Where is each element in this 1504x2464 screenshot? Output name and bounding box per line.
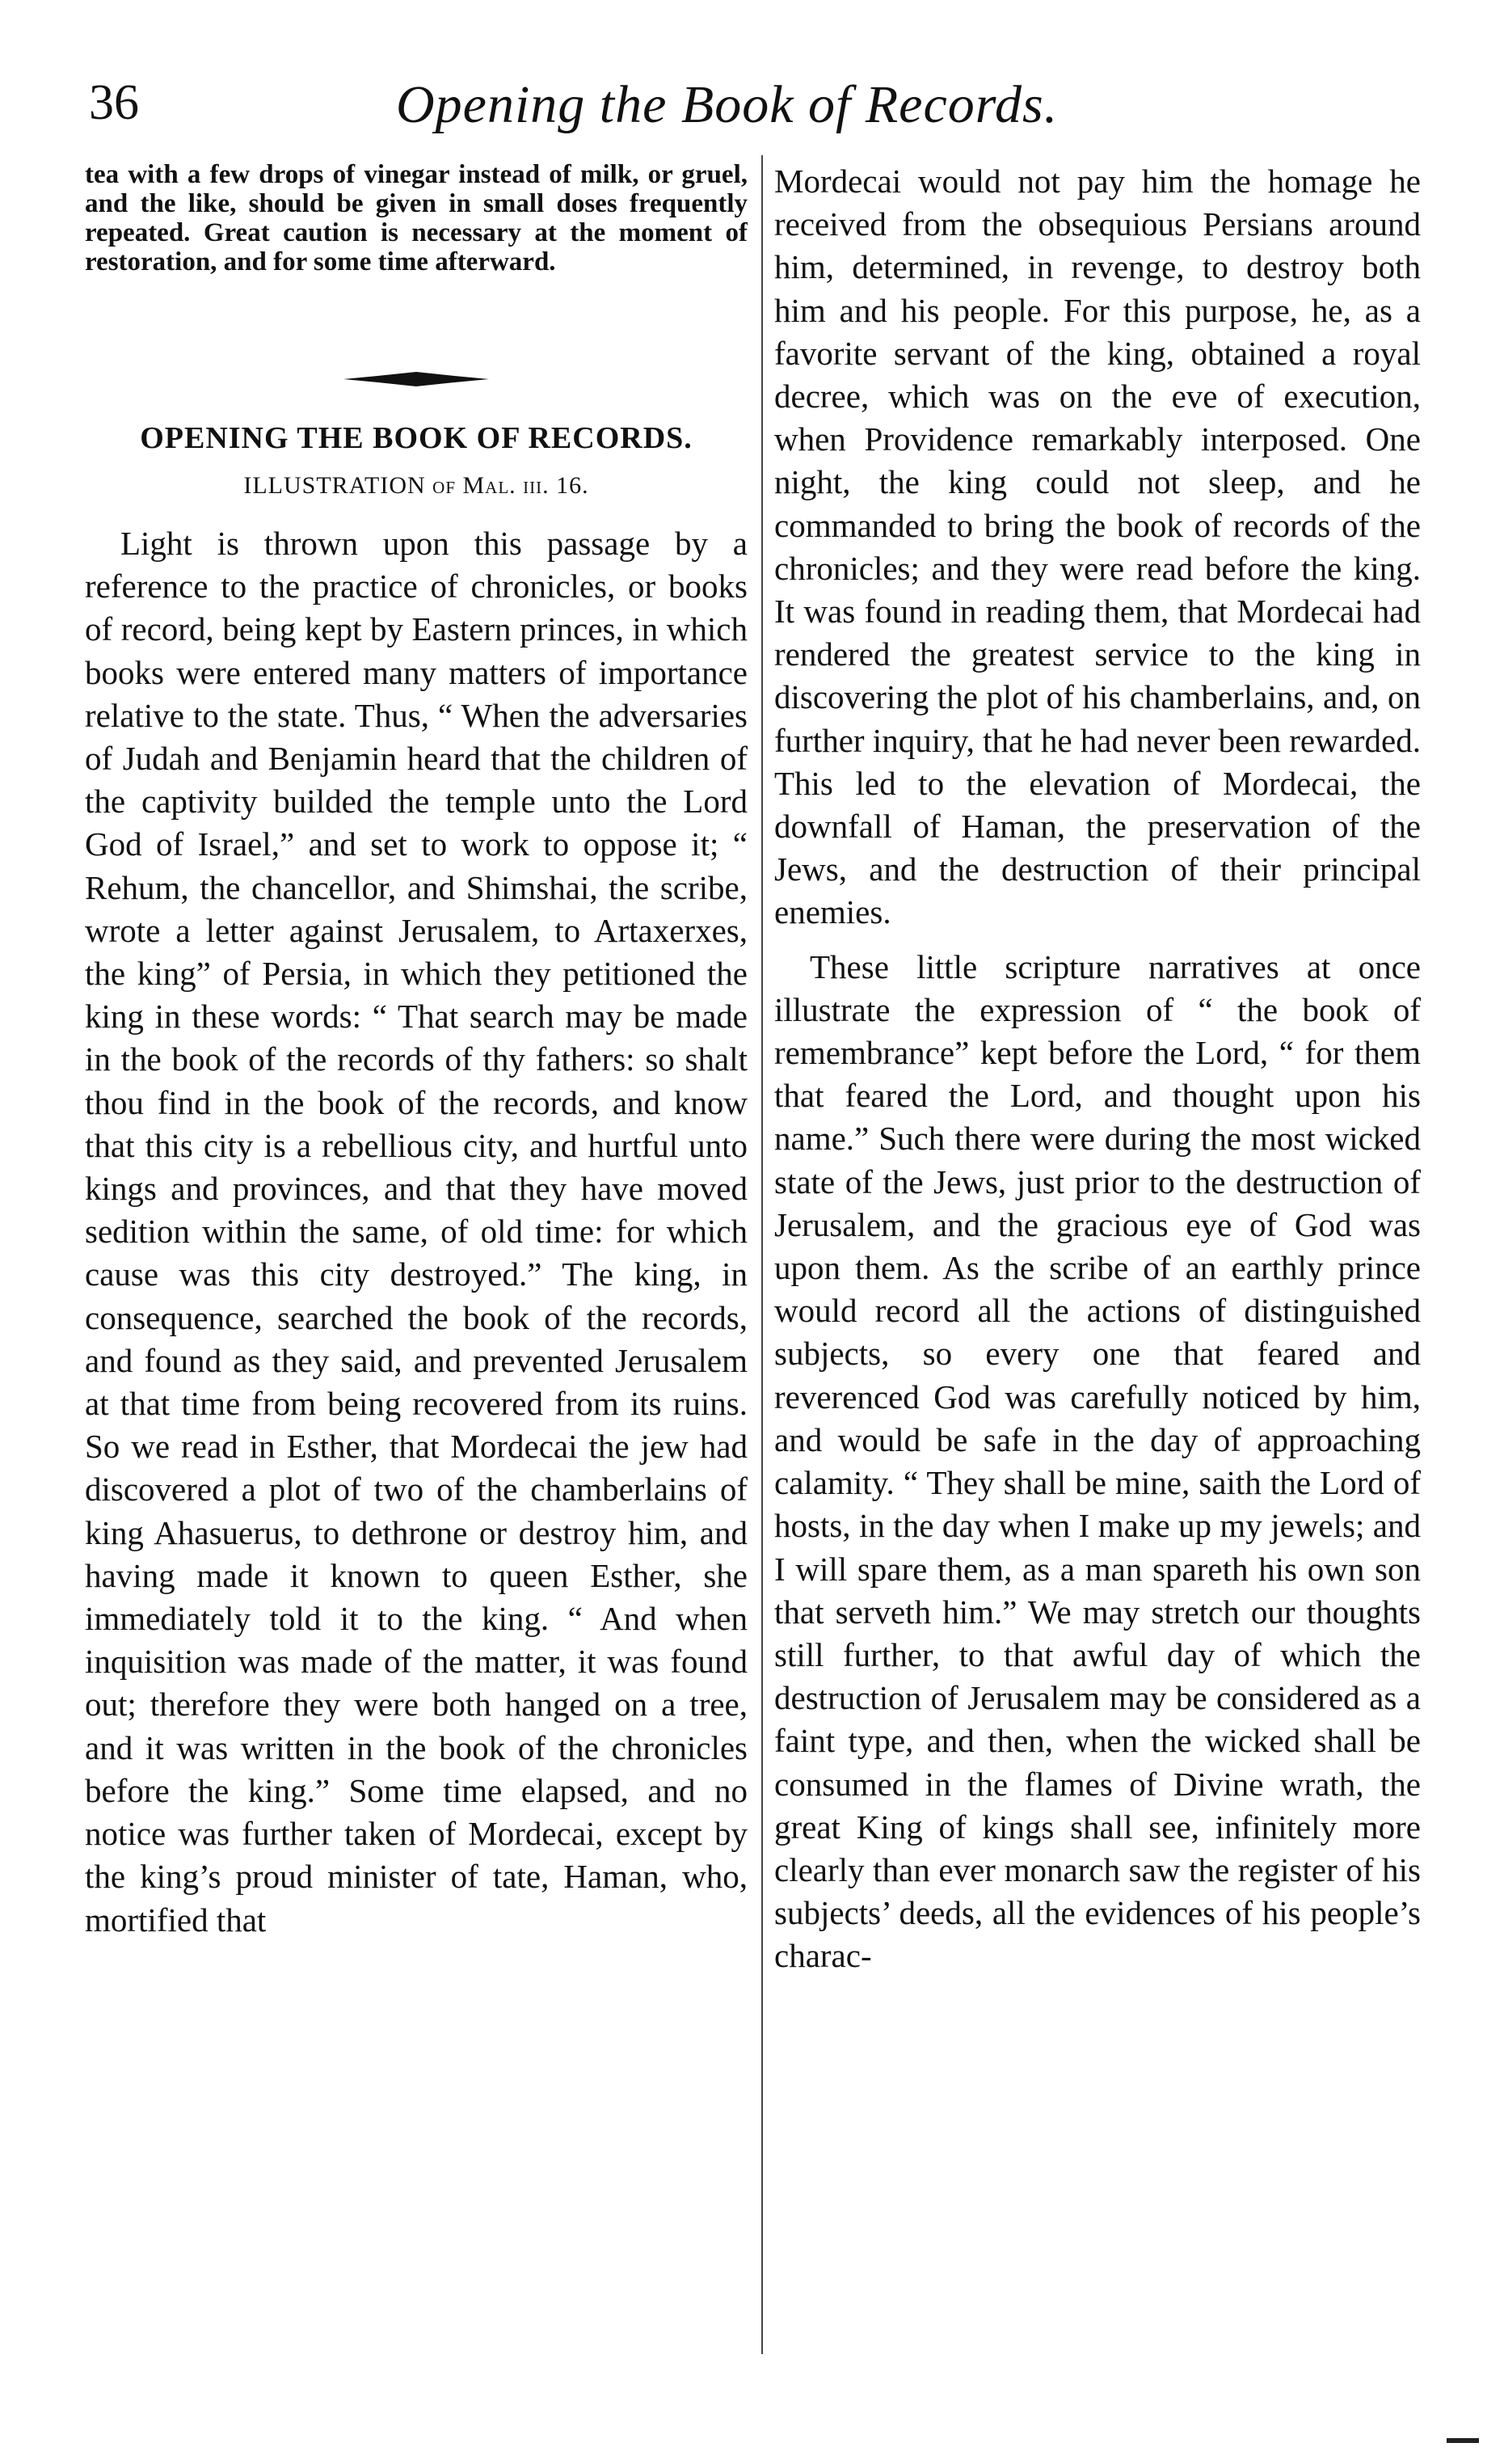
- article-title: OPENING THE BOOK OF RECORDS.: [140, 421, 693, 455]
- body-paragraph: Light is thrown upon this passage by a reference to the practice of chronicles, or books of record, being kept by Eastern princes, in which books were entered many matters of importance relative to the state. Thus, “ When the adversaries of Judah and Benjamin heard that the children of the captivity builded the temple unto the Lord God of Israel,” and set to work to oppose it; “ Rehum, the chancellor, and Shimshai, the scribe, wrote a letter against Jerusalem, to Artaxerxes, the king” of Persia, in which they petitioned the king in these words: “ That search may be made in the book of the records of thy fathers: so shalt thou find in the book of the records, and know that this city is a rebellious city, and hurtful unto kings and provinces, and that they have moved sedition within the same, of old time: for which cause was this city destroyed.” The king, in consequence, searched the book of the records, and found as they said, and prevented Jerusalem at that time from being recovered from its ruins. So we read in Esther, that Mordecai the jew had discovered a plot of two of the chamberlains of king Ahasuerus, to dethrone or destroy him, and having made it known to queen Esther, she immediately told it to the king. “ And when inquisition was made of the matter, it was found out; therefore they were both hanged on a tree, and it was written in the book of the chronicles before the king.” Some time elapsed, and no notice was further taken of Mordecai, except by the king’s proud minister of tate, Haman, who, mortified that: [85, 525, 748, 1939]
- right-column: [774, 160, 1421, 2343]
- article-subtitle: ILLUSTRATION of Mal. iii. 16.: [243, 472, 589, 499]
- note-block: [85, 160, 748, 336]
- right-body-container: [774, 160, 1421, 2343]
- catchword-mark: [1447, 2438, 1479, 2443]
- left-body-container: [85, 522, 748, 2268]
- page-number: 36: [89, 75, 139, 130]
- note-text: tea with a few drops of vinegar instead of milk, or gruel, and the like, should be given in small doses frequently repeated. Great caution is necessary at the moment of restoration, and for some time afterward.: [85, 160, 748, 276]
- body-paragraph-2: These little scripture narratives at once illustrate the expression of “ the book of remembrance” kept before the Lord, “ for them that feared the Lord, and thought upon his name.” Such there were during the most wicked state of the Jews, just prior to the destruction of Jerusalem, and the gracious eye of God was upon them. As the scribe of an earthly prince would record all the actions of distinguished subjects, so every one that feared and reverenced God was carefully noticed by him, and would be safe in the day of approaching calamity. “ They shall be mine, saith the Lord of hosts, in the day when I make up my jewels; and I will spare them, as a man spareth his own son that serveth him.” We may stretch our thoughts still further, to that awful day of which the destruction of Jerusalem may be considered as a faint type, and then, when the wicked shall be consumed in the flames of Divine wrath, the great King of kings shall see, infinitely more clearly than ever monarch saw the register of his subjects’ deeds, all the evidences of his people’s charac-: [774, 947, 1421, 1975]
- page-header: [89, 74, 1447, 147]
- left-column: [85, 160, 748, 2268]
- running-title: Opening the Book of Records.: [396, 75, 1059, 134]
- body-paragraph-continued: Mordecai would not pay him the homage he received from the obsequious Persians around him, determined, in revenge, to destroy both him and his people. For this purpose, he, as a favorite servant of the king, obtained a royal decree, which was on the eve of execution, when Providence remarkably interposed. One night, the king could not sleep, and he commanded to bring the book of records of the chronicles; and they were read before the king. It was found in reading them, that Mordecai had rendered the greatest service to the king in discovering the plot of his chamberlains, and, on further inquiry, that he had never been rewarded. This led to the elevation of Mordecai, the downfall of Haman, the preservation of the Jews, and the destruction of their principal enemies.: [774, 162, 1421, 931]
- column-divider: [761, 155, 763, 2354]
- ornament-divider-icon: [343, 367, 489, 391]
